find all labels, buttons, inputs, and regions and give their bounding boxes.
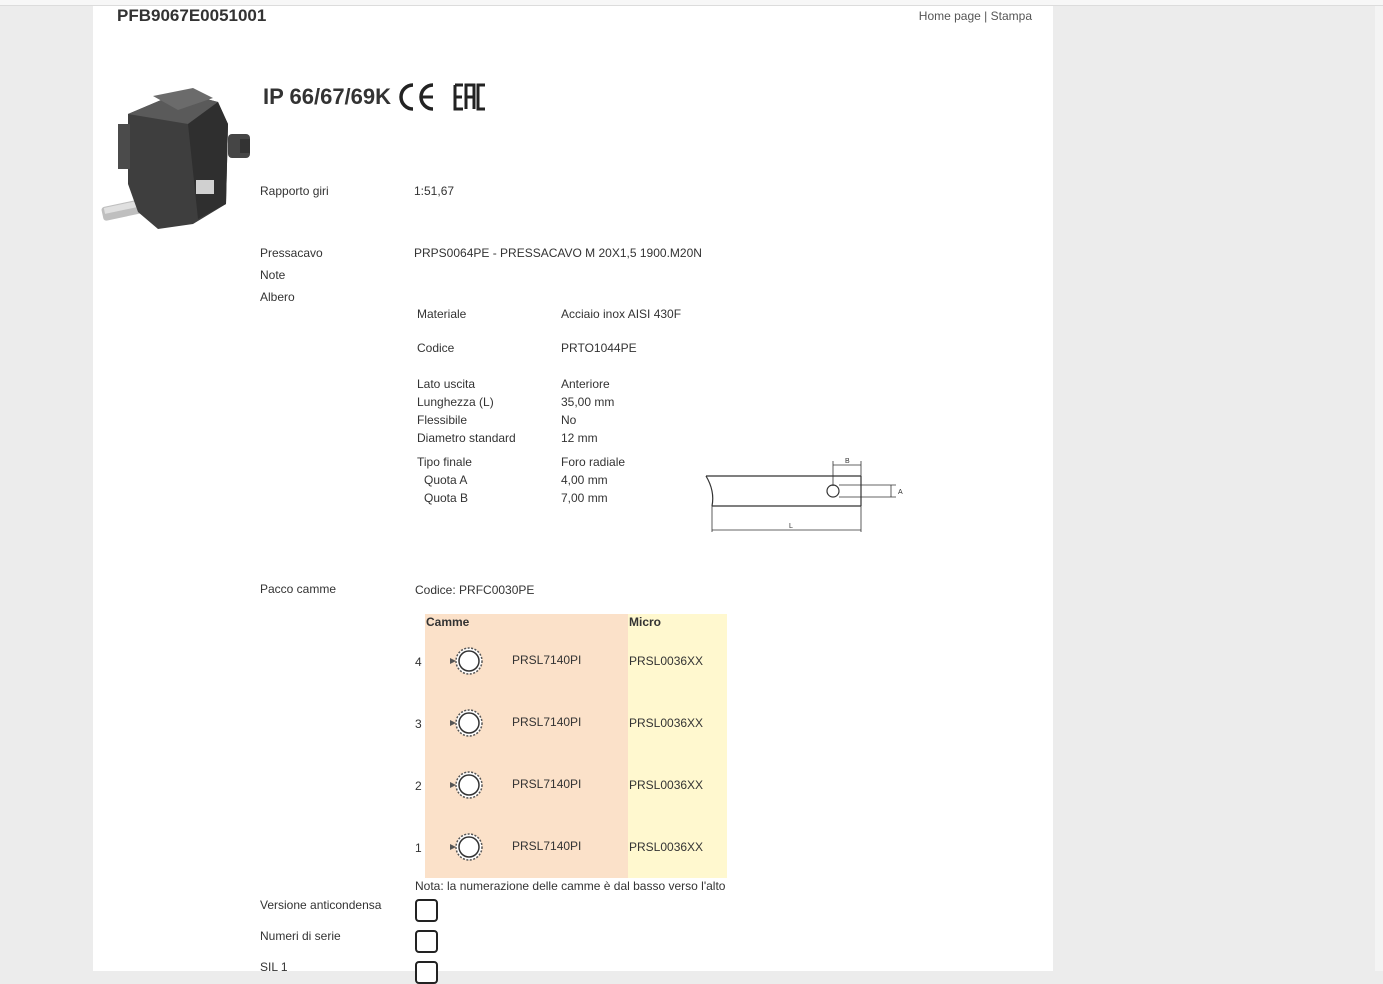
print-link[interactable]: Stampa	[990, 9, 1032, 23]
quota-a-value: 4,00 mm	[561, 473, 608, 487]
numeri-serie-label: Numeri di serie	[260, 929, 341, 943]
cam-icon	[449, 770, 489, 800]
home-page-link[interactable]: Home page	[918, 9, 981, 23]
product-code: PFB9067E0051001	[117, 6, 267, 25]
materiale-value: Acciaio inox AISI 430F	[561, 307, 682, 321]
diagram-label-l: L	[789, 523, 793, 530]
camme-header: Camme	[426, 615, 470, 629]
ip-rating: IP 66/67/69K	[263, 84, 392, 109]
sil1-checkbox[interactable]	[415, 961, 438, 984]
micro-code: PRSL0036XX	[629, 716, 704, 730]
pacco-camme-label: Pacco camme	[260, 582, 337, 596]
flessibile-label: Flessibile	[417, 413, 468, 427]
materiale-label: Materiale	[417, 307, 467, 321]
product-image	[98, 84, 253, 234]
lunghezza-label: Lunghezza (L)	[417, 395, 494, 409]
micro-code: PRSL0036XX	[629, 778, 704, 792]
diametro-value: 12 mm	[561, 431, 598, 445]
page-scrollbar[interactable]	[1375, 6, 1383, 971]
quota-a-label: Quota A	[424, 473, 468, 487]
note-label: Note	[260, 268, 286, 282]
anticondensa-label: Versione anticondensa	[260, 898, 382, 912]
codice-value: PRTO1044PE	[561, 341, 637, 355]
albero-label: Albero	[260, 290, 295, 304]
cam-icon	[449, 646, 489, 676]
pacco-camme-code: Codice: PRFC0030PE	[415, 583, 535, 597]
quota-b-label: Quota B	[424, 491, 469, 505]
pressacavo-value: PRPS0064PE - PRESSACAVO M 20X1,5 1900.M20N	[414, 246, 702, 260]
diagram-label-a: A	[898, 489, 903, 496]
sil1-label: SIL 1	[260, 960, 288, 974]
cam-code: PRSL7140PI	[512, 777, 582, 791]
rapporto-giri-label: Rapporto giri	[260, 184, 329, 198]
cam-row-index: 3	[415, 717, 422, 731]
cam-row-index: 4	[415, 655, 422, 669]
numeri-serie-checkbox[interactable]	[415, 930, 438, 953]
rapporto-giri-value: 1:51,67	[414, 184, 455, 198]
diametro-label: Diametro standard	[417, 431, 516, 445]
micro-code: PRSL0036XX	[629, 654, 704, 668]
cam-row-index: 1	[415, 841, 422, 855]
certification-row	[263, 82, 487, 112]
tipo-finale-label: Tipo finale	[417, 455, 472, 469]
cam-code: PRSL7140PI	[512, 715, 582, 729]
lunghezza-value: 35,00 mm	[561, 395, 615, 409]
tipo-finale-value: Foro radiale	[561, 455, 626, 469]
cam-numbering-note: Nota: la numerazione delle camme è dal basso verso l'alto	[415, 879, 726, 893]
lato-uscita-value: Anteriore	[561, 377, 610, 391]
ce-mark-icon	[397, 82, 441, 112]
link-separator: |	[984, 9, 988, 23]
cam-icon	[449, 832, 489, 862]
anticondensa-checkbox[interactable]	[415, 899, 438, 922]
product-sheet	[93, 6, 1053, 974]
cam-code: PRSL7140PI	[512, 839, 582, 853]
micro-code: PRSL0036XX	[629, 840, 704, 854]
cam-row-index: 2	[415, 779, 422, 793]
top-links	[919, 9, 1032, 23]
flessibile-value: No	[561, 413, 577, 427]
shaft-diagram	[701, 456, 911, 536]
lato-uscita-label: Lato uscita	[417, 377, 476, 391]
quota-b-value: 7,00 mm	[561, 491, 608, 505]
cam-code: PRSL7140PI	[512, 653, 582, 667]
pressacavo-label: Pressacavo	[260, 246, 323, 260]
micro-header: Micro	[629, 615, 662, 629]
diagram-label-b: B	[845, 458, 850, 465]
cam-icon	[449, 708, 489, 738]
eac-mark-icon	[453, 82, 487, 112]
codice-label: Codice	[417, 341, 455, 355]
